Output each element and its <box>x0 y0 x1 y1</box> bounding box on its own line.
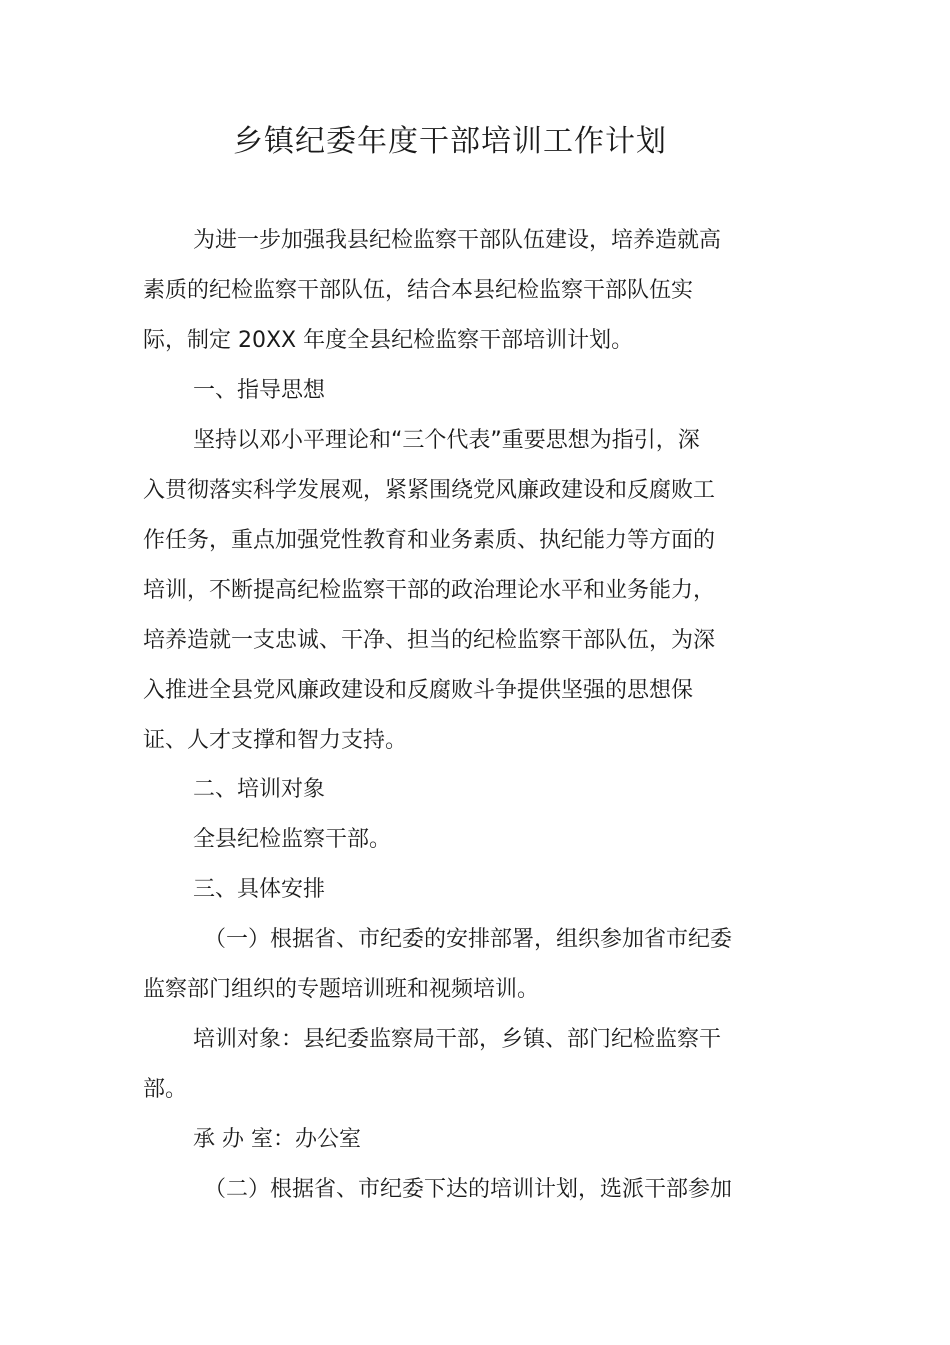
paragraph-line: 素质的纪检监察干部队伍，结合本县纪检监察干部队伍实 <box>143 278 694 303</box>
paragraph-line: 监察部门组织的专题培训班和视频培训。 <box>143 977 540 1002</box>
paragraph-line: 入贯彻落实科学发展观，紧紧围绕党风廉政建设和反腐败工 <box>143 478 716 503</box>
paragraph-line: （一）根据省、市纪委的安排部署，组织参加省市纪委 <box>204 927 733 952</box>
paragraph-line: 为进一步加强我县纪检监察干部队伍建设，培养造就高 <box>193 228 722 253</box>
paragraph-line: 际，制定 20XX 年度全县纪检监察干部培训计划。 <box>143 328 634 353</box>
paragraph-line: 证、人才支撑和智力支持。 <box>143 728 408 753</box>
paragraph-line: 培养造就一支忠诚、干净、担当的纪检监察干部队伍，为深 <box>143 628 716 653</box>
paragraph-line: 作任务，重点加强党性教育和业务素质、执纪能力等方面的 <box>143 528 716 553</box>
section-heading: 三、具体安排 <box>193 877 326 902</box>
paragraph-line: 承 办 室：办公室 <box>193 1127 361 1152</box>
paragraph-line: 培训对象：县纪委监察局干部，乡镇、部门纪检监察干 <box>193 1027 722 1052</box>
section-heading: 一、指导思想 <box>193 378 326 403</box>
section-heading: 二、培训对象 <box>193 777 326 802</box>
paragraph-line: 入推进全县党风廉政建设和反腐败斗争提供坚强的思想保 <box>143 678 694 703</box>
paragraph-line: （二）根据省、市纪委下达的培训计划，选派干部参加 <box>204 1177 733 1202</box>
document-title: 乡镇纪委年度干部培训工作计划 <box>233 124 667 159</box>
paragraph-line: 部。 <box>143 1077 188 1102</box>
paragraph-line: 培训，不断提高纪检监察干部的政治理论水平和业务能力， <box>143 578 716 603</box>
paragraph-line: 全县纪检监察干部。 <box>193 827 392 852</box>
paragraph-line: 坚持以邓小平理论和“三个代表”重要思想为指引，深 <box>193 428 700 453</box>
